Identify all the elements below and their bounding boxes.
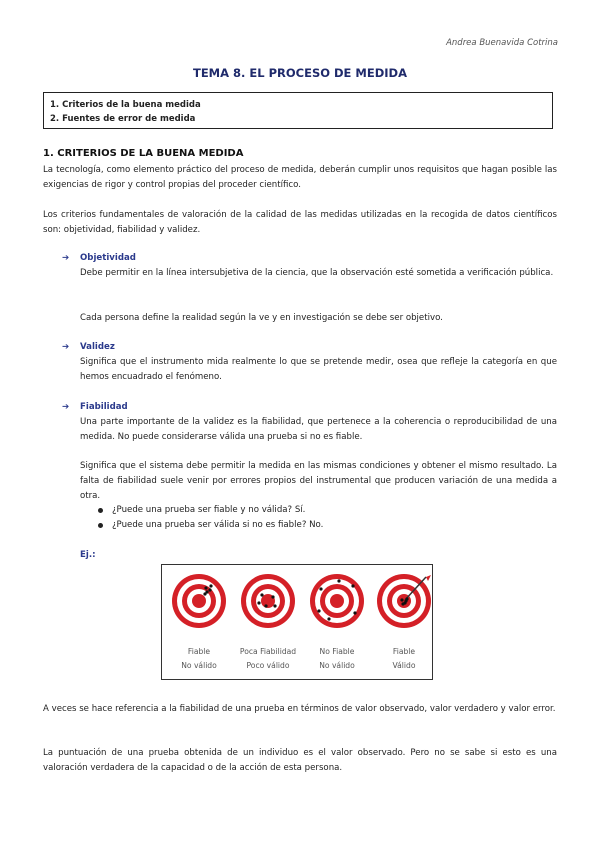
table-of-contents — [43, 92, 553, 129]
validez-paragraph: Significa que el instrumento mida realmente lo que se pretende medir, osea que refleje la categoría en que hemos encuadrado el fenómeno. — [80, 357, 557, 382]
closing-paragraph-2: La puntuación de una prueba obtenida de un individuo es el valor observado. Pero no se sabe si esto es una valoración verdadera de la capacidad o de la acción de esta persona. — [43, 748, 557, 773]
fiabilidad-paragraph: Una parte importante de la validez es la fiabilidad, que pertenece a la coherencia o reproducibilidad de una medida. No puede considerarse válida una prueba si no es fiable. — [80, 417, 557, 442]
toc-item: 1. Criterios de la buena medida — [50, 100, 201, 110]
objetividad-paragraph: Debe permitir en la línea intersubjetiva de la ciencia, que la observación esté sometida a verificación pública. — [80, 268, 554, 278]
author-name: Andrea Buenavida Cotrina — [446, 38, 558, 48]
bullet-list — [96, 503, 323, 533]
closing-paragraph: A veces se hace referencia a la fiabilidad de una prueba en términos de valor observado, valor verdadero y valor error. — [43, 704, 556, 714]
validez-heading: ➔ Validez — [62, 342, 115, 352]
objetividad-paragraph-2: Cada persona define la realidad según la ve y en investigación se debe ser objetivo. — [80, 313, 443, 323]
criteria-paragraph: Los criterios fundamentales de valoración de la calidad de las medidas utilizadas en la recogida de datos científicos son: objetividad, fiabilidad y validez. — [43, 210, 557, 235]
objetividad-heading: ➔ Objetividad — [62, 253, 136, 263]
example-label: Ej.: — [80, 550, 96, 560]
target-caption: Fiable No válido — [181, 647, 217, 670]
target-icon — [171, 573, 227, 629]
target-caption: Fiable Válido — [392, 647, 416, 670]
intro-paragraph: La tecnología, como elemento práctico del proceso de medida, deberán cumplir unos requisitos que hagan posible las exigencias de rigor y control propias del proceder científico. — [43, 165, 557, 190]
targets-figure — [161, 564, 433, 680]
section-heading: 1. CRITERIOS DE LA BUENA MEDIDA — [43, 148, 244, 159]
page-title: TEMA 8. EL PROCESO DE MEDIDA — [192, 66, 407, 80]
fiabilidad-heading: ➔ Fiabilidad — [62, 402, 128, 412]
list-item: ¿Puede una prueba ser fiable y no válida? Sí. — [96, 503, 323, 518]
target-caption: No Fiable No válido — [319, 647, 355, 670]
target-icon — [376, 573, 432, 629]
fiabilidad-paragraph-2: Significa que el sistema debe permitir la medida en las mismas condiciones y obtener el mismo resultado. La falta de fiabilidad suele venir por errores propios del instrumental que producen variación de una medida a otra. — [80, 461, 557, 501]
list-item: ¿Puede una prueba ser válida si no es fiable? No. — [96, 518, 323, 533]
toc-item: 2. Fuentes de error de medida — [50, 114, 196, 124]
arrow-icon: ➔ — [62, 253, 70, 263]
target-icon — [309, 573, 365, 629]
arrow-icon: ➔ — [62, 402, 70, 412]
arrow-icon: ➔ — [62, 342, 70, 352]
target-icon — [240, 573, 296, 629]
target-caption: Poca Fiabilidad Poco válido — [239, 647, 297, 670]
